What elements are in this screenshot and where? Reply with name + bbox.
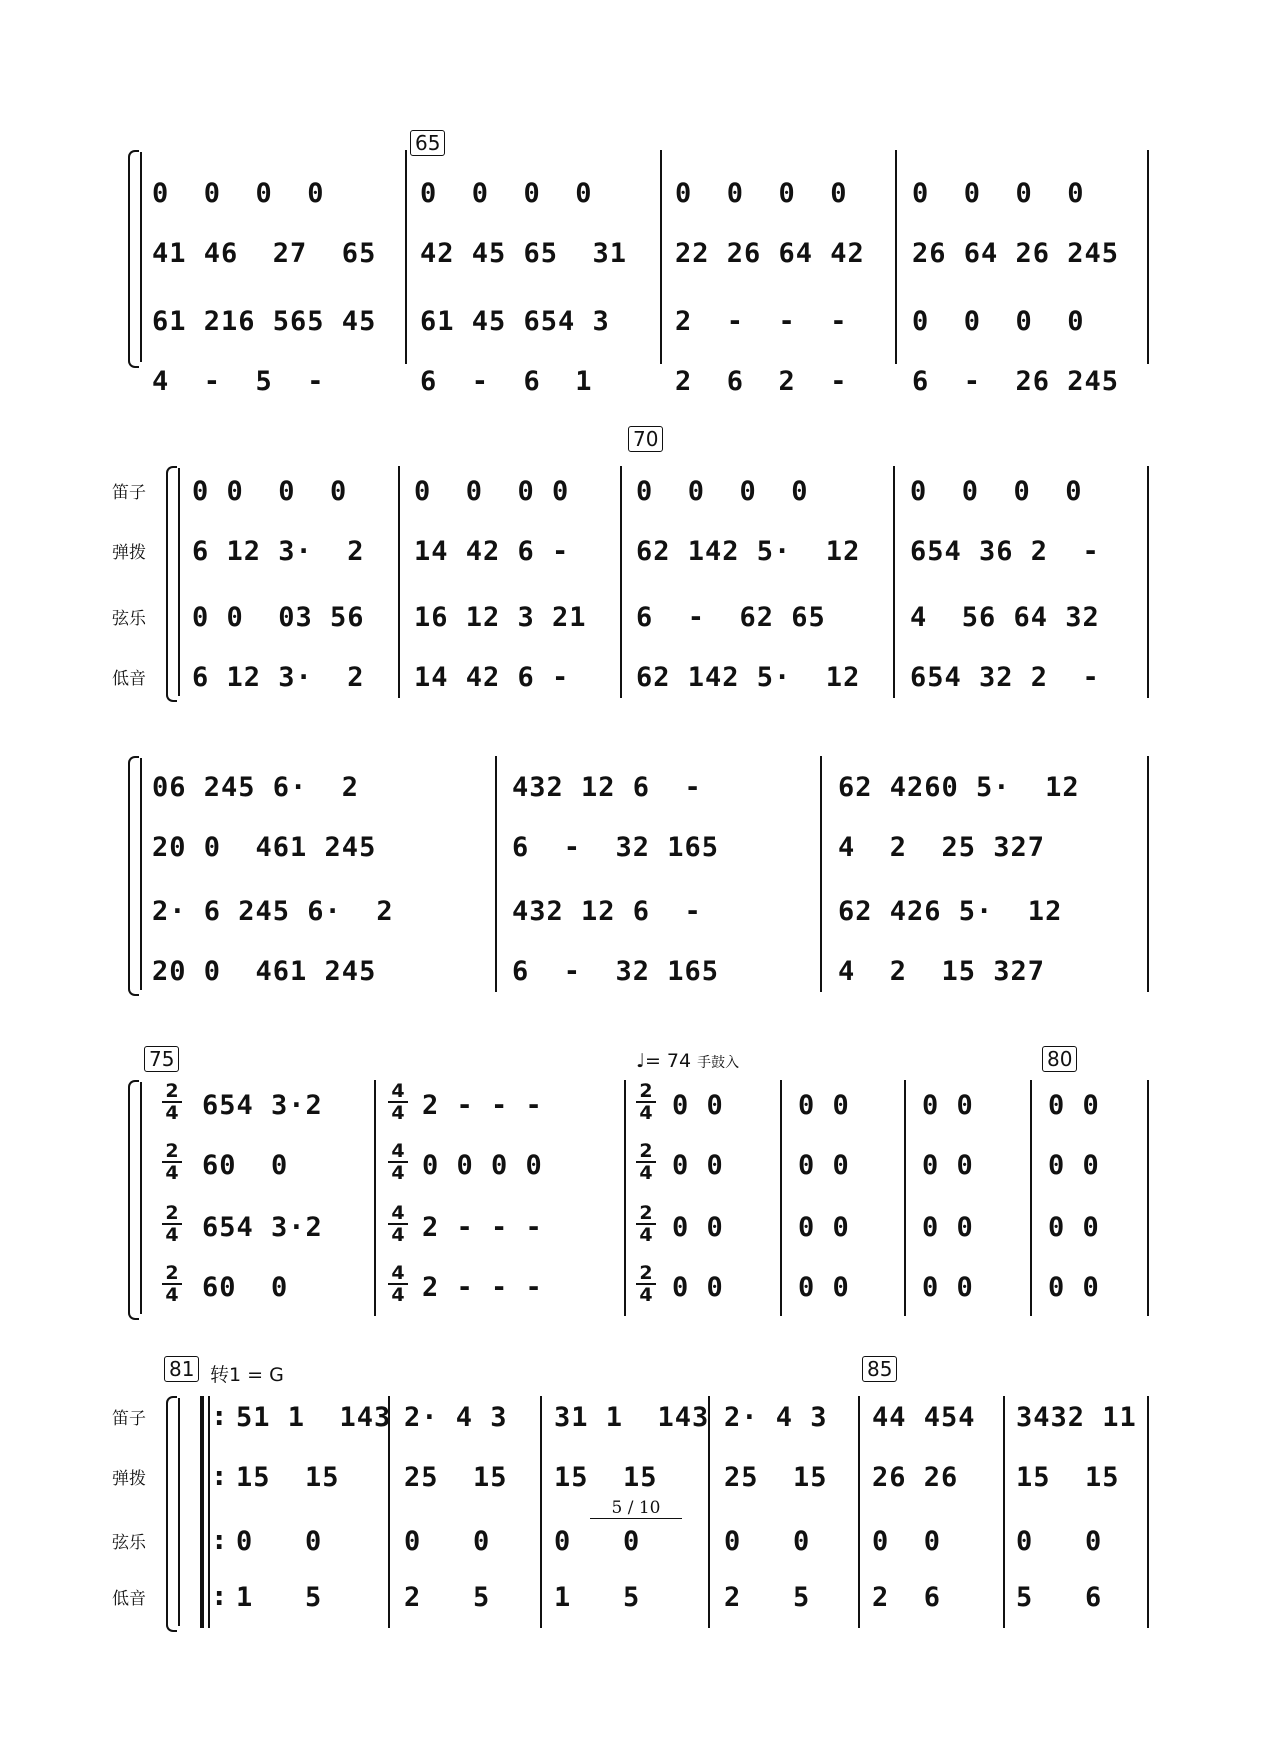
- note-cell: 62 4260 5· 12: [838, 772, 1080, 803]
- note-cell: 51 1 143: [236, 1402, 392, 1433]
- time-signature: 4 4: [388, 1082, 408, 1122]
- note-cell: 0 0: [672, 1212, 724, 1243]
- note-cell: 1 5: [554, 1582, 641, 1613]
- measure-number: 85: [862, 1356, 897, 1382]
- repeat-dots: :: [214, 1462, 225, 1492]
- note-cell: 6 - 6 1: [420, 366, 593, 397]
- system-bracket-line: [140, 1082, 142, 1314]
- note-cell: 2· 4 3: [724, 1402, 828, 1433]
- measure-number: 80: [1042, 1046, 1077, 1072]
- barline: [624, 1080, 626, 1316]
- note-cell: 2 - - -: [675, 306, 848, 337]
- system-bracket-line: [178, 468, 180, 696]
- note-cell: 654 3·2: [202, 1212, 323, 1243]
- note-cell: 6 12 3· 2: [192, 662, 365, 693]
- note-cell: 22 26 64 42: [675, 238, 865, 269]
- instrument-label: 笛子: [112, 483, 146, 503]
- note-cell: 2 6: [872, 1582, 942, 1613]
- note-cell: 0 0 0 0: [675, 178, 848, 209]
- note-cell: 2 5: [404, 1582, 491, 1613]
- note-cell: 06 245 6· 2: [152, 772, 360, 803]
- note-cell: 15 15: [554, 1462, 658, 1493]
- note-cell: 44 454: [872, 1402, 976, 1433]
- system-bracket-line: [140, 152, 142, 362]
- note-cell: 26 26: [872, 1462, 959, 1493]
- time-signature: 2 4: [162, 1142, 182, 1182]
- barline: [1147, 150, 1149, 364]
- note-cell: 6 12 3· 2: [192, 536, 365, 567]
- repeat-dots: :: [214, 1526, 225, 1556]
- note-cell: 0 0: [1048, 1212, 1100, 1243]
- time-signature: 2 4: [636, 1142, 656, 1182]
- note-cell: 2 - - -: [422, 1212, 543, 1243]
- note-cell: 0 0: [404, 1526, 491, 1557]
- note-cell: 0 0 0 0: [912, 178, 1085, 209]
- time-signature: 2 4: [636, 1204, 656, 1244]
- note-cell: 0 0: [798, 1090, 850, 1121]
- note-cell: 0 0: [672, 1090, 724, 1121]
- note-cell: 2· 6 245 6· 2: [152, 896, 394, 927]
- measure-number: 75: [144, 1046, 179, 1072]
- barline: [893, 466, 895, 698]
- barline: [1147, 756, 1149, 992]
- instrument-label: 低音: [112, 1589, 146, 1609]
- note-cell: 1 5: [236, 1582, 323, 1613]
- system-brace: [128, 1080, 139, 1320]
- note-cell: 15 15: [1016, 1462, 1120, 1493]
- note-cell: 0 0 0 0: [910, 476, 1083, 507]
- note-cell: 0 0: [672, 1150, 724, 1181]
- note-cell: 41 46 27 65: [152, 238, 377, 269]
- note-cell: 0 0: [872, 1526, 942, 1557]
- note-cell: 0 0 0 0: [422, 1150, 543, 1181]
- barline: [405, 150, 407, 364]
- note-cell: 654 32 2 -: [910, 662, 1100, 693]
- barline: [1030, 1080, 1032, 1316]
- barline: [820, 756, 822, 992]
- time-signature: 4 4: [388, 1142, 408, 1182]
- note-cell: 0 0 0 0: [420, 178, 593, 209]
- barline: [620, 466, 622, 698]
- note-cell: 4 2 25 327: [838, 832, 1046, 863]
- barline: [1147, 1080, 1149, 1316]
- note-cell: 2· 4 3: [404, 1402, 508, 1433]
- note-cell: 432 12 6 -: [512, 772, 702, 803]
- note-cell: 4 - 5 -: [152, 366, 325, 397]
- time-signature: 2 4: [636, 1264, 656, 1304]
- note-cell: 15 15: [236, 1462, 340, 1493]
- note-cell: 14 42 6 -: [414, 536, 570, 567]
- instrument-label: 弹拨: [112, 1469, 146, 1489]
- note-cell: 0 0: [922, 1090, 974, 1121]
- barline: [495, 756, 497, 992]
- note-cell: 3432 11: [1016, 1402, 1137, 1433]
- note-cell: 4 56 64 32: [910, 602, 1100, 633]
- barline: [904, 1080, 906, 1316]
- system-brace: [128, 150, 139, 368]
- barline: [660, 150, 662, 364]
- note-cell: 0 0 0 0: [192, 476, 348, 507]
- instrument-label: 弦乐: [112, 609, 146, 629]
- note-cell: 0 0 0 0: [152, 178, 325, 209]
- instrument-label: 弹拨: [112, 543, 146, 563]
- note-cell: 0 0: [922, 1272, 974, 1303]
- measure-number: 70: [628, 426, 663, 452]
- measure-number: 81: [164, 1356, 199, 1382]
- note-cell: 0 0: [1016, 1526, 1103, 1557]
- note-cell: 60 0: [202, 1150, 289, 1181]
- time-signature: 2 4: [162, 1204, 182, 1244]
- note-cell: 62 142 5· 12: [636, 536, 861, 567]
- repeat-dots: :: [214, 1582, 225, 1612]
- note-cell: 2 6 2 -: [675, 366, 848, 397]
- note-cell: 6 - 32 165: [512, 956, 720, 987]
- note-cell: 62 426 5· 12: [838, 896, 1063, 927]
- note-cell: 0 0 03 56: [192, 602, 365, 633]
- barline: [895, 150, 897, 364]
- note-cell: 5 6: [1016, 1582, 1103, 1613]
- note-cell: 0 0: [922, 1212, 974, 1243]
- note-cell: 4 2 15 327: [838, 956, 1046, 987]
- note-cell: 0 0: [672, 1272, 724, 1303]
- measure-number: 65: [410, 130, 445, 156]
- note-cell: 6 - 62 65: [636, 602, 826, 633]
- note-cell: 0 0 0 0: [636, 476, 809, 507]
- note-cell: 0 0: [798, 1272, 850, 1303]
- note-cell: 6 - 26 245: [912, 366, 1120, 397]
- note-cell: 20 0 461 245: [152, 832, 377, 863]
- note-cell: 14 42 6 -: [414, 662, 570, 693]
- barline: [374, 1080, 376, 1316]
- system-brace: [128, 756, 139, 996]
- note-cell: 0 0: [554, 1526, 641, 1557]
- note-cell: 654 36 2 -: [910, 536, 1100, 567]
- note-cell: 16 12 3 21: [414, 602, 587, 633]
- note-cell: 6 - 32 165: [512, 832, 720, 863]
- note-cell: 0 0: [922, 1150, 974, 1181]
- note-cell: 432 12 6 -: [512, 896, 702, 927]
- note-cell: 60 0: [202, 1272, 289, 1303]
- note-cell: 20 0 461 245: [152, 956, 377, 987]
- note-cell: 0 0 0 0: [414, 476, 570, 507]
- barline: [398, 466, 400, 698]
- key-change: 转1 = G: [210, 1364, 284, 1386]
- note-cell: 31 1 143: [554, 1402, 710, 1433]
- instrument-label: 笛子: [112, 1409, 146, 1429]
- time-signature: 2 4: [162, 1264, 182, 1304]
- time-signature: 4 4: [388, 1204, 408, 1244]
- note-cell: 61 216 565 45: [152, 306, 377, 337]
- note-cell: 61 45 654 3: [420, 306, 610, 337]
- note-cell: 0 0: [724, 1526, 811, 1557]
- note-cell: 0 0: [798, 1212, 850, 1243]
- system-bracket-line: [140, 758, 142, 990]
- note-cell: 25 15: [724, 1462, 828, 1493]
- note-cell: 0 0: [798, 1150, 850, 1181]
- note-cell: 2 - - -: [422, 1090, 543, 1121]
- note-cell: 62 142 5· 12: [636, 662, 861, 693]
- note-cell: 26 64 26 245: [912, 238, 1120, 269]
- note-cell: 0 0: [236, 1526, 323, 1557]
- barline: [1147, 466, 1149, 698]
- time-signature: 2 4: [162, 1082, 182, 1122]
- barline: [780, 1080, 782, 1316]
- instrument-label: 弦乐: [112, 1533, 146, 1553]
- time-signature: 4 4: [388, 1264, 408, 1304]
- note-cell: 0 0 0 0: [912, 306, 1085, 337]
- repeat-dots: :: [214, 1402, 225, 1432]
- note-cell: 25 15: [404, 1462, 508, 1493]
- time-signature: 2 4: [636, 1082, 656, 1122]
- page-number: 5 / 10: [0, 1498, 1272, 1518]
- note-cell: 0 0: [1048, 1150, 1100, 1181]
- note-cell: 0 0: [1048, 1272, 1100, 1303]
- note-cell: 0 0: [1048, 1090, 1100, 1121]
- instrument-label: 低音: [112, 669, 146, 689]
- note-cell: 2 5: [724, 1582, 811, 1613]
- system-brace: [166, 466, 177, 702]
- tempo-marking: ♩= 74 手鼓入: [636, 1050, 740, 1072]
- note-cell: 42 45 65 31: [420, 238, 628, 269]
- note-cell: 654 3·2: [202, 1090, 323, 1121]
- note-cell: 2 - - -: [422, 1272, 543, 1303]
